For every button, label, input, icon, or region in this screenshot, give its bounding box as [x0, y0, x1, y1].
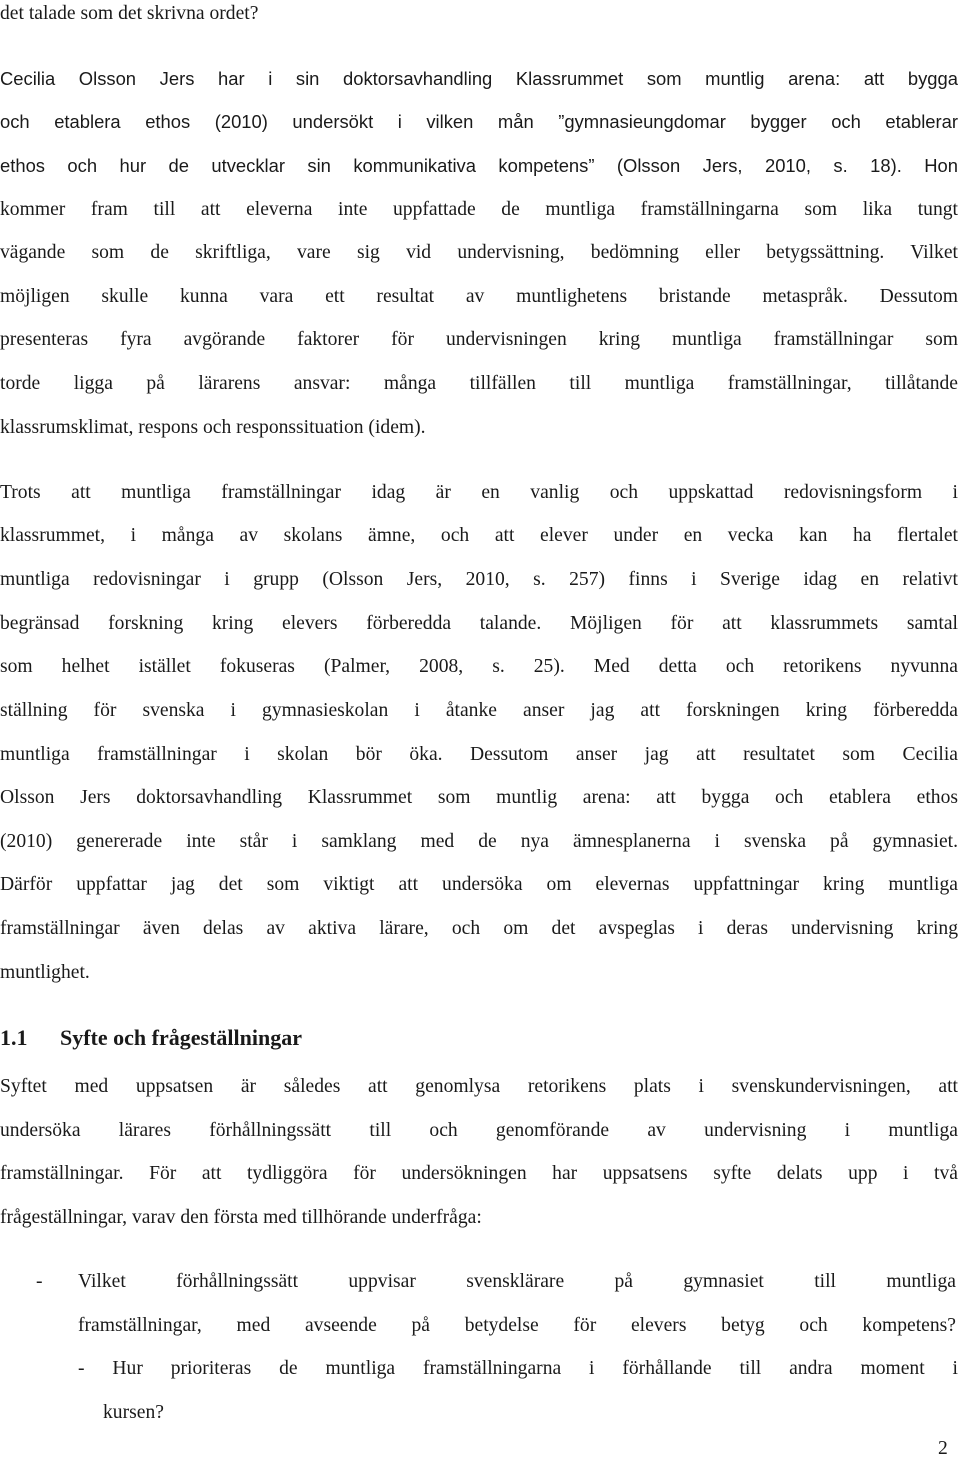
- list-item-2-line: kursen?: [103, 1402, 164, 1423]
- page-number: 2: [938, 1438, 948, 1459]
- paragraph-2-line: muntliga redovisningar i grupp (Olsson Jers, 2010, s. 257) finns i Sverige idag en relativt: [0, 569, 958, 590]
- section-number: 1.1: [0, 1025, 28, 1050]
- continued-text-line: det talade som det skrivna ordet?: [0, 3, 259, 24]
- list-dash: -: [36, 1271, 43, 1292]
- paragraph-2-line: (2010) genererade inte står i samklang med de nya ämnesplanerna i svenska på gymnasiet.: [0, 831, 958, 852]
- paragraph-1-line: presenteras fyra avgörande faktorer för undervisningen kring muntliga framställningar som: [0, 329, 958, 350]
- paragraph-1-line: torde ligga på lärarens ansvar: många tillfällen till muntliga framställningar, tillåtande: [0, 373, 958, 394]
- list-item-2-line: - Hur prioriteras de muntliga framställningarna i förhållande till andra moment i: [78, 1358, 958, 1379]
- paragraph-1-line: kommer fram till att eleverna inte uppfattade de muntliga framställningarna som lika tungt: [0, 199, 958, 220]
- section-title: Syfte och frågeställningar: [60, 1025, 302, 1050]
- paragraph-3-line: frågeställningar, varav den första med tillhörande underfråga:: [0, 1207, 482, 1228]
- list-item-1-line: Vilket förhållningssätt uppvisar svensklärare på gymnasiet till muntliga: [78, 1271, 956, 1292]
- paragraph-2-line: begränsad forskning kring elevers förberedda talande. Möjligen för att klassrummets samtal: [0, 613, 958, 634]
- paragraph-2-line: muntliga framställningar i skolan bör öka. Dessutom anser jag att resultatet som Cecilia: [0, 744, 958, 765]
- paragraph-2-line: Därför uppfattar jag det som viktigt att undersöka om elevernas uppfattningar kring muntliga: [0, 874, 958, 895]
- paragraph-1-line: klassrumsklimat, respons och responssituation (idem).: [0, 417, 426, 438]
- paragraph-2-line: framställningar även delas av aktiva lärare, och om det avspeglas i deras undervisning kring: [0, 918, 958, 939]
- paragraph-2-line: Olsson Jers doktorsavhandling Klassrummet som muntlig arena: att bygga och etablera ethos: [0, 787, 958, 808]
- paragraph-1-line: och etablera ethos (2010) undersökt i vilken mån ”gymnasieungdomar bygger och etablerar: [0, 111, 958, 132]
- paragraph-3-line: framställningar. För att tydliggöra för undersökningen har uppsatsens syfte delats upp i två: [0, 1163, 958, 1184]
- paragraph-1-line: vägande som de skriftliga, vare sig vid undervisning, bedömning eller betygssättning. Vilket: [0, 242, 958, 263]
- paragraph-2-line: som helhet istället fokuseras (Palmer, 2008, s. 25). Med detta och retorikens nyvunna: [0, 656, 958, 677]
- paragraph-2-line: ställning för svenska i gymnasieskolan i åtanke anser jag att forskningen kring förberedda: [0, 700, 958, 721]
- paragraph-2-line: muntlighet.: [0, 962, 90, 983]
- paragraph-2-line: Trots att muntliga framställningar idag är en vanlig och uppskattad redovisningsform i: [0, 482, 958, 503]
- paragraph-3-line: Syftet med uppsatsen är således att genomlysa retorikens plats i svenskundervisningen, att: [0, 1076, 958, 1097]
- paragraph-3-line: undersöka lärares förhållningssätt till och genomförande av undervisning i muntliga: [0, 1120, 958, 1141]
- section-heading: [0, 1024, 302, 1052]
- paragraph-1-line: möjligen skulle kunna vara ett resultat av muntlighetens bristande metaspråk. Dessutom: [0, 286, 958, 307]
- list-item-1-line: framställningar, med avseende på betydelse för elevers betyg och kompetens?: [78, 1315, 956, 1336]
- paragraph-1-line: Cecilia Olsson Jers har i sin doktorsavhandling Klassrummet som muntlig arena: att bygga: [0, 68, 958, 89]
- paragraph-1-line: ethos och hur de utvecklar sin kommunikativa kompetens” (Olsson Jers, 2010, s. 18). Hon: [0, 155, 958, 176]
- paragraph-2-line: klassrummet, i många av skolans ämne, och att elever under en vecka kan ha flertalet: [0, 525, 958, 546]
